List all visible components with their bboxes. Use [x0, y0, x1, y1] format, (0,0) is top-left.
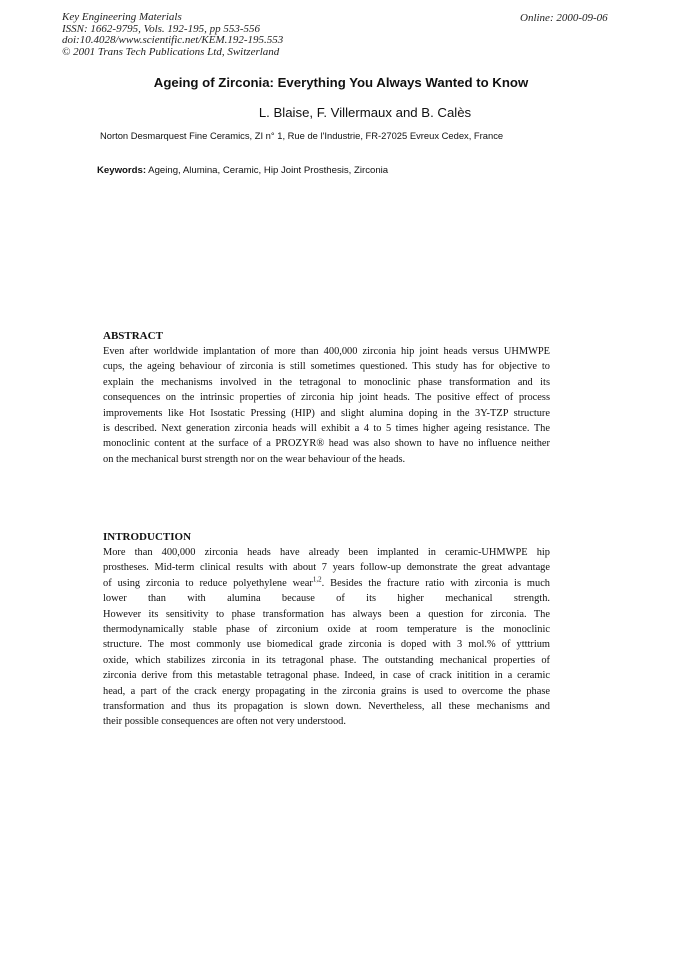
intro-line-tail: . Besides the fracture ratio with zirconia is much	[321, 577, 551, 589]
abstract-line: consequences on the intrinsic properties of zirconia hip joint heads. The positive effect of process	[103, 392, 550, 404]
keywords	[97, 165, 388, 176]
intro-line	[103, 576, 550, 591]
introduction-heading: INTRODUCTION	[103, 531, 192, 543]
paper-title: Ageing of Zirconia: Everything You Always Wanted to Know	[153, 75, 529, 90]
intro-line: head, a part of the crack energy propagating in the zirconia grains is used to overcome the phase	[103, 685, 550, 697]
intro-line: transformation and thus its propagation is slown down. Nevertheless, all these mechanisms and	[103, 701, 550, 713]
affiliation: Norton Desmarquest Fine Ceramics, ZI n° 1, Rue de l'Industrie, FR-27025 Evreux Cedex, France	[100, 130, 504, 141]
keywords-text: Ageing, Alumina, Ceramic, Hip Joint Prosthesis, Zirconia	[146, 165, 389, 176]
intro-line: zirconia derive from this metastable tetragonal phase. Indeed, in case of crack initition in a ceramic	[103, 670, 550, 682]
abstract-line: is described. Next generation zirconia heads will exhibit a 4 to 5 times higher ageing resistance. The	[103, 423, 550, 435]
doi-line: doi:10.4028/www.scientific.net/KEM.192-195.553	[62, 34, 284, 47]
online-date: Online: 2000-09-06	[520, 12, 608, 24]
keywords-label: Keywords:	[97, 165, 147, 176]
abstract-line: on the mechanical burst strength nor on the wear behaviour of the heads.	[103, 453, 406, 465]
abstract-section	[103, 329, 550, 467]
abstract-line: monoclinic content at the surface of a PROZYR® head was also shown to have no influence neither	[103, 438, 550, 450]
abstract-line: Even after worldwide implantation of more than 400,000 zirconia hip joint heads versus UHMWPE	[103, 346, 550, 357]
intro-line: their possible consequences are often not very understood.	[103, 716, 346, 728]
intro-line: oxide, which stabilizes zirconia in its tetragonal phase. The outstanding mechanical properties of	[103, 654, 550, 666]
intro-line: structure. The most commonly use biomedical grade zirconia is doped with 3 mol.% of ytttrium	[103, 639, 550, 651]
intro-line: lower than with alumina because of its higher mechanical strength.	[103, 593, 550, 605]
abstract-heading: ABSTRACT	[103, 330, 163, 342]
abstract-line: explain the mechanisms involved in the tetragonal to monoclinic phase transformation and its	[103, 376, 550, 388]
abstract-line: cups, the ageing behaviour of zirconia is still sometimes questioned. This study has for objective to	[103, 361, 550, 373]
authors: L. Blaise, F. Villermaux and B. Calès	[258, 105, 472, 120]
intro-line: thermodynamically stable phase of zirconium oxide at room temperature is the monoclinic	[103, 624, 550, 636]
journal-header	[62, 12, 283, 58]
issn-line: ISSN: 1662-9795, Vols. 192-195, pp 553-556	[62, 22, 260, 35]
introduction-section	[103, 530, 550, 730]
abstract-line: improvements like Hot Isostatic Pressing (HIP) and slight alumina doping in the 3Y-TZP structure	[103, 407, 550, 419]
reference-superscript: 1,2	[312, 575, 322, 584]
intro-line: More than 400,000 zirconia heads have already been implanted in ceramic-UHMWPE hip	[103, 547, 550, 558]
copyright-line: © 2001 Trans Tech Publications Ltd, Switzerland	[62, 45, 280, 58]
journal-name: Key Engineering Materials	[62, 11, 182, 23]
intro-line: However its sensitivity to phase transformation has always been a question for zirconia. The	[103, 608, 550, 620]
intro-line-text: of using zirconia to reduce polyethylene wear	[103, 577, 313, 589]
intro-line: prostheses. Mid-term clinical results with about 7 years follow-up demonstrate the great advantage	[103, 562, 550, 574]
